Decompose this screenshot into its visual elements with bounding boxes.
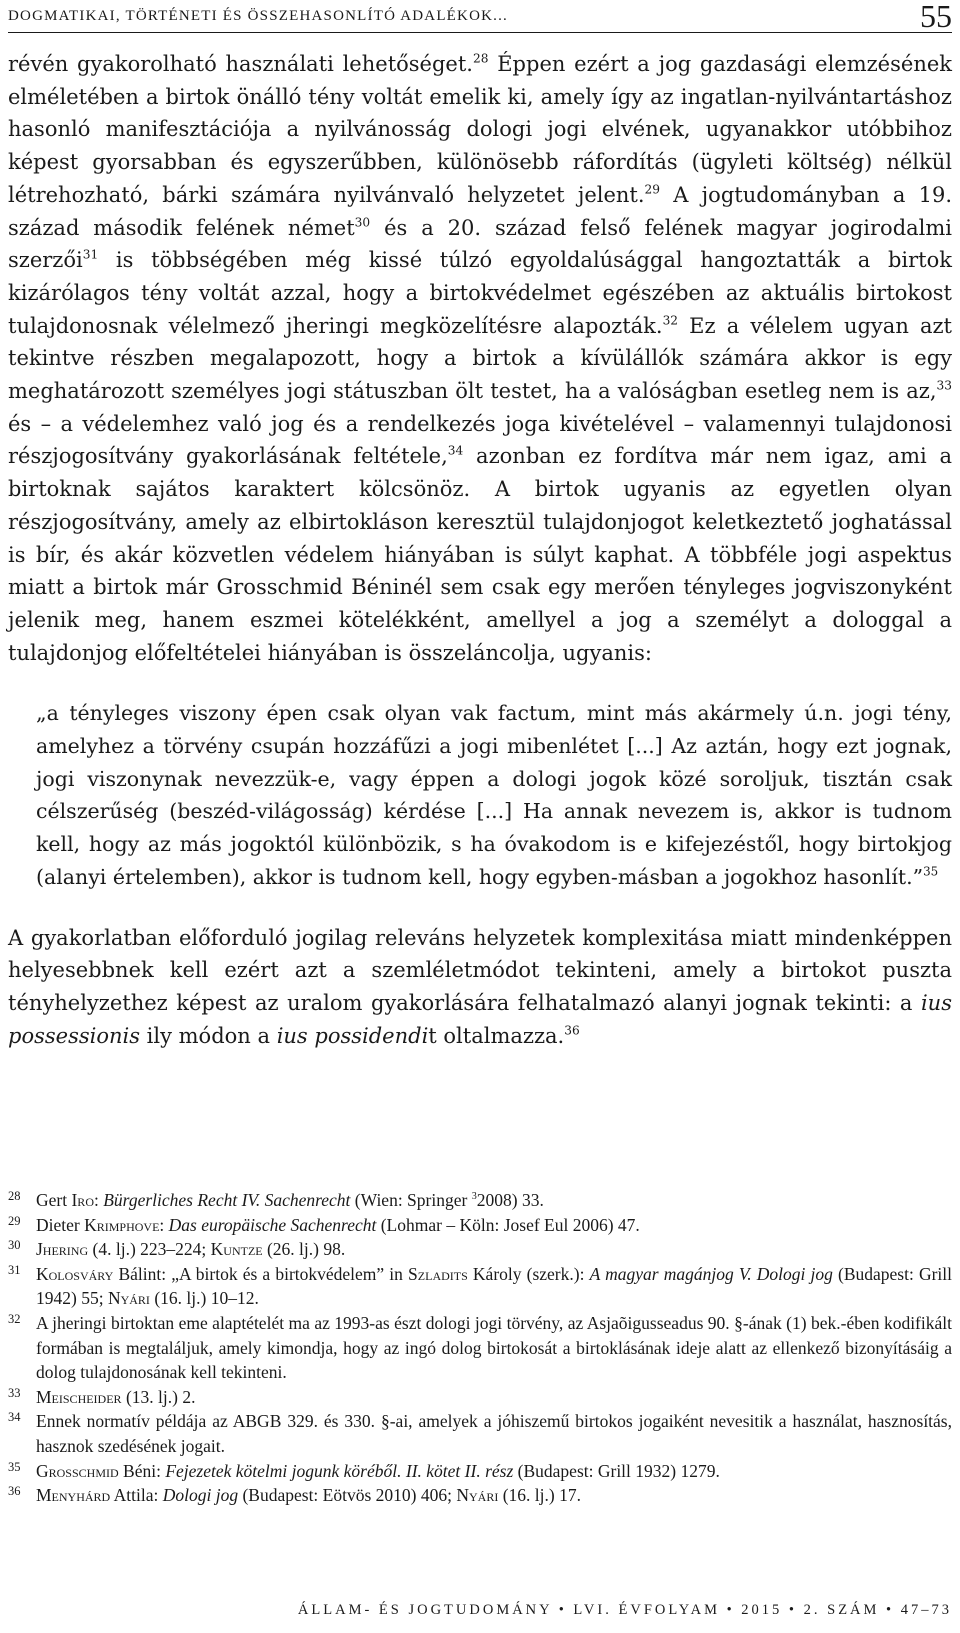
footnotes <box>8 1188 952 1508</box>
latin-term: ius possidendi <box>276 1023 429 1048</box>
footnote-ref-32[interactable]: 32 <box>662 313 679 328</box>
footnote-number: 33 <box>8 1385 21 1400</box>
main-text <box>8 48 952 1052</box>
footnote-number: 36 <box>8 1484 21 1499</box>
running-header <box>8 0 952 40</box>
paragraph-1: révén gyakorolható használati lehetőséget.$^{28}$ Éppen ezért a jog gazdasági elemzésének elméletében a birtok önálló tény voltát emelik ki, amely így az ingatlan-nyilvántartáshoz hasonló manifesztációja a nyilvánosság dologi jogi elvének, ugyanakkor utóbbihoz képest gyorsabban és egyszerűbben, különösebb ráfordítás (ügyleti költség) nélkül létrehozható, bárki számára nyilvánvaló helyzetet jelent.$^{29}$ A jogtudományban a 19. század második felének német$^{30}$ és a 20. század felső felének magyar jogirodalmi szerzői$^{31}$ is többségében még kissé túlzó egyoldalúsággal hangoztatták a birtok kizárólagos tény voltát azzal, hogy a birtokvédelmet egészében az aktuális birtokost tulajdonosnak vélelmező jheringi megközelítésre alapozták.$^{32}$ Ez a vélelem ugyan azt tekintve részben megalapozott, hogy a birtok a kívülállók számára akkor is egy meghatározott személyes jogi státuszban ölt testet, ha a valóságban esetleg nem is az,$^{33}$ és – a védelemhez való jog és a rendelkezés joga kivételével – valamennyi tulajdonosi részjogosítvány gyakorlásának feltétele,$^{34}$ azonban ez fordítva már nem igaz, ami a birtoknak sajátos karaktert kölcsönöz. A birtok ugyanis az egyetlen olyan részjogosítvány, amely az elbirtokláson keresztül tulajdonjogot keletkeztető joghatással is bír, és akár közvetlen védelem hiányában is súlyt kaphat. A többféle jogi aspektus miatt a birtok már Grosschmid Béninél sem csak egy merően tényleges jogviszonyként jelenik meg, hanem eszmei kötelékként, amellyel a jog a személyt a dologgal a tulajdonjog előfeltételei hiányában is összeláncolja, ugyanis: <box>8 51 953 665</box>
footnote: 34 Ennek normatív példája az ABGB 329. és 330. §-ai, amelyek a jóhiszemű birtokos jogaiként nevesitik a használat, hasznosítás, hasznok szedésének jogait. <box>8 1410 952 1456</box>
document-page <box>8 0 952 1633</box>
footnote-ref-30[interactable]: 30 <box>354 215 371 229</box>
footnote-number: 31 <box>8 1262 21 1277</box>
footnote: 30 Jhering (4. lj.) 223–224; Kuntze (26. lj.) 98. <box>8 1238 346 1260</box>
journal-footer: ÁLLAM- ÉS JOGTUDOMÁNY • LVI. ÉVFOLYAM • 2015 • 2. SZÁM • 47–73 <box>297 1602 952 1618</box>
footnote-number: 34 <box>8 1410 21 1425</box>
footnote-number: 35 <box>8 1459 21 1474</box>
footnote: 29 Dieter Krimphove: Das europäische Sachenrecht (Lohmar – Köln: Josef Eul 2006) 47. <box>8 1213 640 1235</box>
paragraph-2: A gyakorlatban előforduló jogilag releváns helyzetek komplexitása miatt mindenképpen helyesebbnek kell ezért azt a szemléletmódot tekinteni, amely a birtokot puszta tényhelyzethez képest az uralom gyakorlására felhatalmazó alanyi jognak tekinti: a ius possessionis ily módon a ius possidendit oltalmazza.$^{36}$ <box>8 925 952 1048</box>
footnote-ref-33[interactable]: 33 <box>936 378 952 393</box>
footnote-ref-34[interactable]: 34 <box>447 443 464 458</box>
footnote: 33 Meischeider (13. lj.) 2. <box>8 1385 196 1407</box>
footnote-number: 28 <box>8 1189 21 1203</box>
footnote: 28 Gert Iro: Bürgerliches Recht IV. Sachenrecht (Wien: Springer $^3$2008) 33. <box>8 1189 544 1210</box>
footnote-number: 29 <box>8 1213 21 1228</box>
footnote: 31 Kolosváry Bálint: „A birtok és a birtokvédelem” in Szladits Károly (szerk.): A magyar magánjog V. Dologi jog (Budapest: Grill 1942) 55; Nyári (16. lj.) 10–12. <box>8 1262 953 1309</box>
footnote-ref-36[interactable]: 36 <box>564 1023 580 1038</box>
footnote-ref-29[interactable]: 29 <box>644 182 661 197</box>
header-rule <box>8 32 952 33</box>
block-quote: „a tényleges viszony épen csak olyan vak factum, mint más akármely ú.n. jogi tény, amelyhez a törvény csupán hozzáfűzi a jogi mibenlétet [...] Az aztán, hogy ezt jognak, jogi viszonynak nevezzük-e, vagy éppen a dologi jogok közé soroljuk, tisztán csak célszerűség (beszéd-világosság) kérdése [...] Ha annak nevezem is, akkor is tudnom kell, hogy az más jogoktól különbözik, s ha óvakodom is e kifejezéstől, hogy birtokjog (alanyi értelemben), akkor is tudnom kell, hogy egyben-másban a jogokhoz hasonlít.”$^{35}$ <box>36 701 952 889</box>
footnote-ref-35[interactable]: 35 <box>923 864 939 879</box>
running-title: DOGMATIKAI, TÖRTÉNETI ÉS ÖSSZEHASONLÍTÓ ADALÉKOK... <box>8 8 508 24</box>
footnote-number: 30 <box>8 1238 21 1253</box>
footnote-ref-28[interactable]: 28 <box>472 51 489 66</box>
footnote: 35 Grosschmid Béni: Fejezetek kötelmi jogunk köréből. II. kötet II. rész (Budapest: Grill 1932) 1279. <box>8 1459 720 1481</box>
latin-term: ius possessionis <box>8 990 952 1048</box>
footnote-number: 32 <box>8 1311 21 1326</box>
footnote: 32 A jheringi birtoktan eme alaptételét ma az 1993-as észt dologi jogi törvény, az Asjaõigusseadus 90. §-ának (1) bek.-ében kodifikált formában is megtaláljuk, amely kimondja, hogy az ingó dolog birtokosát a birtoklásának ideje alatt az ellenkező bizonyításáig a dolog tulajdonosának kell tekinteni. <box>8 1311 952 1383</box>
page-number: 55 <box>920 0 952 34</box>
footnote-ref-31[interactable]: 31 <box>82 247 99 262</box>
footnote: 36 Menyhárd Attila: Dologi jog (Budapest: Eötvös 2010) 406; Nyári (16. lj.) 17. <box>8 1484 581 1506</box>
